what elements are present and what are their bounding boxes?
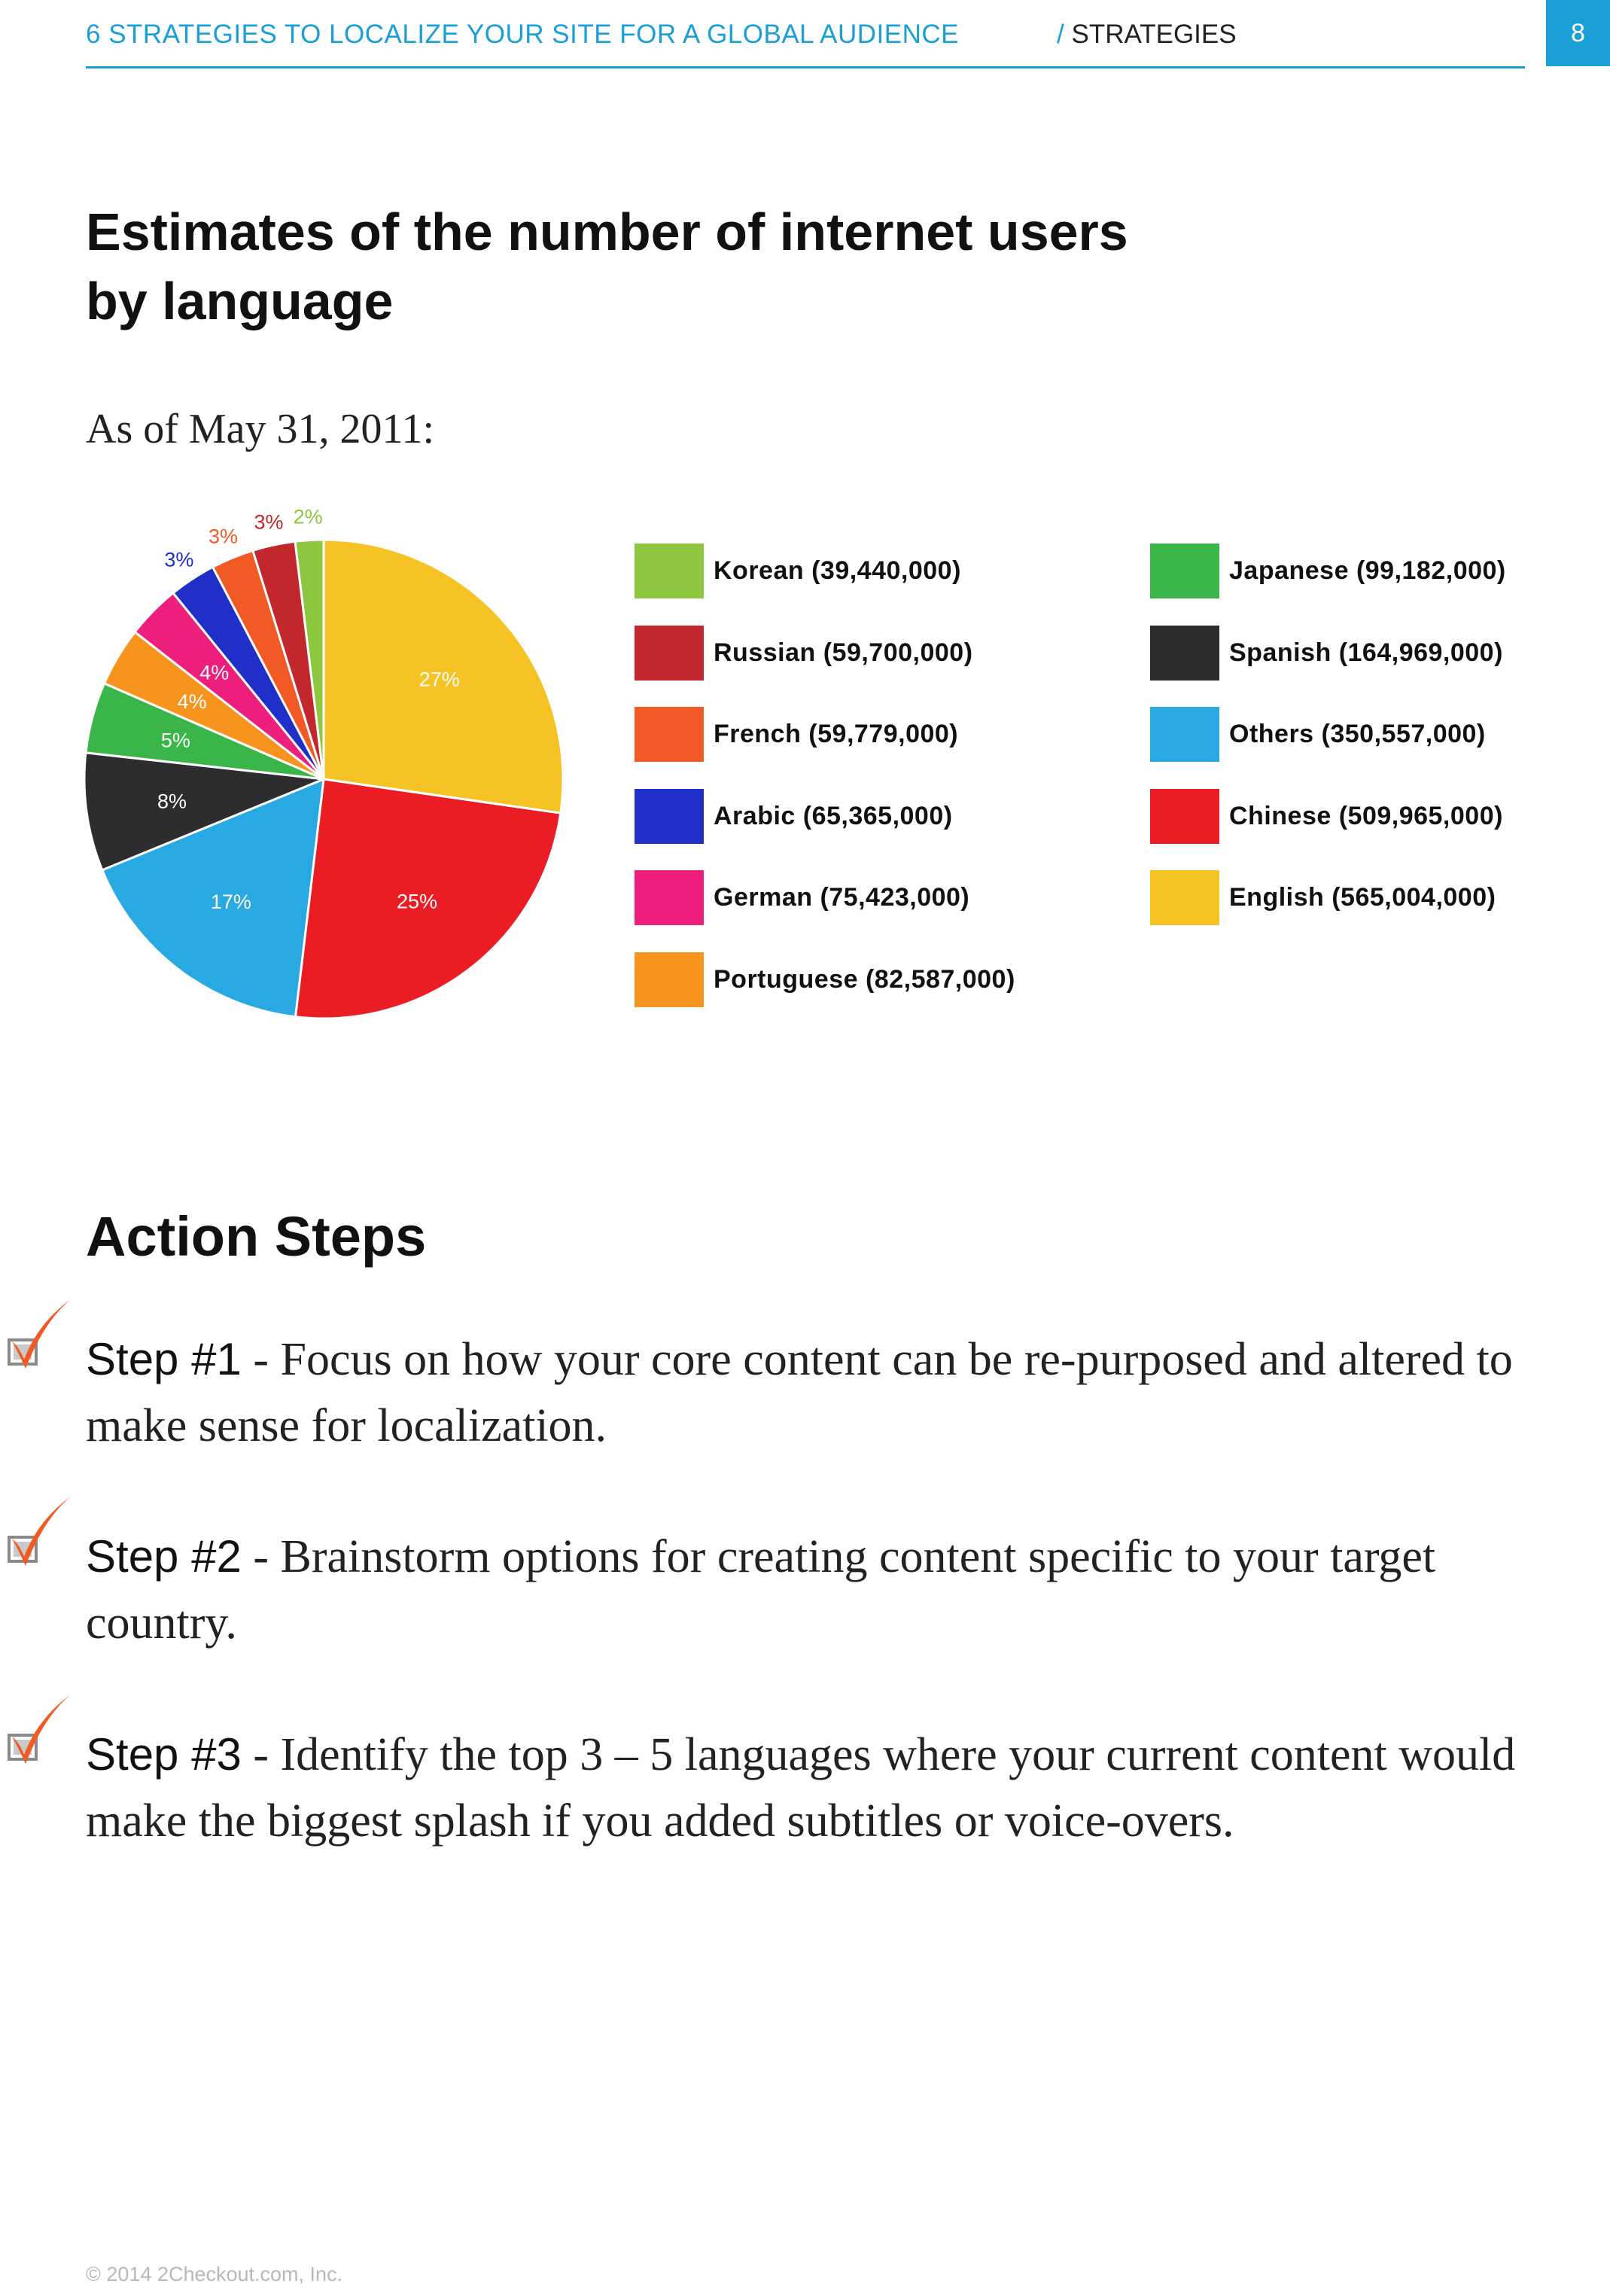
pie-label-russian: 3% [254, 510, 284, 534]
legend-label-german: German (75,423,000) [714, 883, 970, 912]
legend-label-russian: Russian (59,700,000) [714, 638, 973, 667]
pie-label-japanese: 5% [160, 729, 190, 752]
legend-swatch-japanese [1150, 544, 1219, 598]
legend-swatch-french [635, 707, 704, 762]
checkbox-checked-icon [5, 1692, 74, 1774]
legend-swatch-portuguese [635, 952, 704, 1007]
legend-item-spanish [1150, 626, 1503, 681]
legend-item-arabic [635, 789, 953, 844]
page-number: 8 [1546, 0, 1610, 66]
section-label [1057, 20, 1237, 50]
checkbox-checked-icon [5, 1494, 74, 1576]
legend-label-french: French (59,779,000) [714, 720, 959, 748]
chart-subtitle: As of May 31, 2011: [86, 406, 435, 452]
step-text: - Focus on how your core content can be re-purposed and altered to make sense for localization. [86, 1334, 1513, 1451]
legend-swatch-german [635, 870, 704, 925]
section-name: STRATEGIES [1071, 20, 1237, 49]
legend-label-arabic: Arabic (65,365,000) [714, 801, 953, 830]
legend-label-portuguese: Portuguese (82,587,000) [714, 964, 1015, 994]
step-label: Step #2 [86, 1531, 242, 1582]
document-title: 6 STRATEGIES TO LOCALIZE YOUR SITE FOR A GLOBAL AUDIENCE [86, 20, 959, 49]
action-step-3 [86, 1722, 1554, 1854]
legend-swatch-chinese [1150, 789, 1219, 844]
pie-chart [0, 489, 602, 1046]
action-step-2 [86, 1524, 1554, 1656]
section-slash: / [1057, 20, 1064, 49]
step-text: - Identify the top 3 – 5 languages where your current content would make the biggest splash if you added subtitles or voice-overs. [86, 1729, 1516, 1847]
pie-label-spanish: 8% [157, 790, 187, 813]
legend-swatch-spanish [1150, 626, 1219, 681]
pie-label-arabic: 3% [164, 548, 194, 571]
legend-swatch-others [1150, 707, 1219, 762]
pie-label-others: 17% [210, 891, 251, 914]
legend-item-korean [635, 544, 961, 598]
step-label: Step #3 [86, 1729, 242, 1780]
pie-label-chinese: 25% [396, 890, 438, 913]
legend-label-spanish: Spanish (164,969,000) [1229, 638, 1503, 667]
legend-label-english: English (565,004,000) [1229, 883, 1496, 912]
footer-copyright: © 2014 2Checkout.com, Inc. [86, 2263, 343, 2285]
legend-item-french [635, 707, 958, 762]
legend-swatch-russian [635, 626, 704, 681]
chart-title-line-2: by language [86, 272, 394, 330]
pie-label-german: 4% [199, 661, 230, 684]
chart-title-line-1: Estimates of the number of internet users [86, 202, 1128, 261]
pie-label-portuguese: 4% [177, 690, 207, 713]
legend-swatch-korean [635, 544, 704, 598]
legend-item-chinese [1150, 789, 1503, 844]
step-text: - Brainstorm options for creating content specific to your target country. [86, 1531, 1436, 1649]
legend-label-chinese: Chinese (509,965,000) [1229, 801, 1503, 830]
pie-label-korean: 2% [293, 505, 323, 528]
legend-item-japanese [1150, 544, 1506, 598]
legend-item-portuguese [635, 952, 1015, 1007]
pie-label-english: 27% [418, 668, 460, 691]
legend-item-german [635, 870, 969, 925]
legend-item-english [1150, 870, 1496, 925]
legend-label-japanese: Japanese (99,182,000) [1229, 556, 1506, 585]
pie-label-french: 3% [208, 525, 239, 548]
legend-swatch-arabic [635, 789, 704, 844]
step-label: Step #1 [86, 1334, 242, 1384]
legend-swatch-english [1150, 870, 1219, 925]
legend-item-russian [635, 626, 973, 681]
action-steps-title: Action Steps [86, 1205, 427, 1268]
header-bar [86, 0, 1525, 69]
action-step-1 [86, 1326, 1554, 1459]
checkbox-checked-icon [5, 1296, 74, 1379]
legend-item-others [1150, 707, 1486, 762]
chart-title [86, 197, 1290, 336]
legend-label-others: Others (350,557,000) [1229, 720, 1486, 748]
legend-label-korean: Korean (39,440,000) [714, 556, 961, 585]
